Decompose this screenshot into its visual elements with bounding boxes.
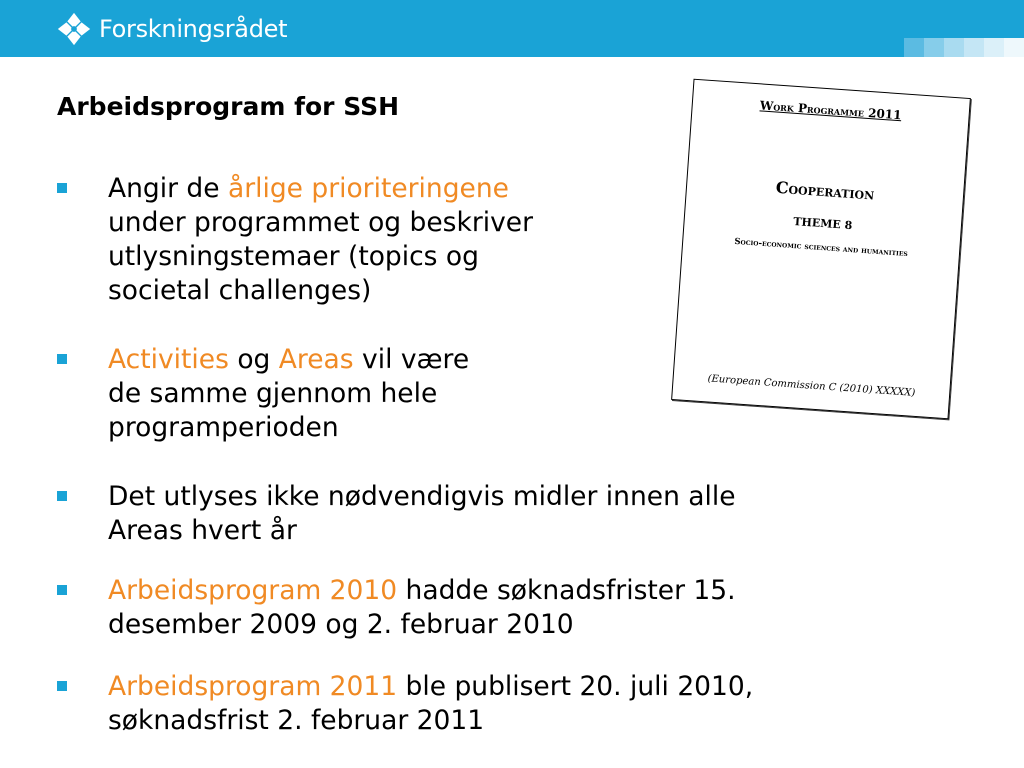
text-segment: ble publisert 20. juli 2010,: [397, 671, 754, 702]
text-segment: og: [228, 344, 279, 375]
text-segment: de samme gjennom hele: [108, 378, 438, 409]
logo: [55, 10, 287, 48]
bullet-item: [57, 480, 736, 548]
bullet-line: [108, 608, 736, 642]
bullet-marker-icon: [57, 585, 67, 595]
bullet-line: [108, 377, 469, 411]
header-square: [1004, 38, 1024, 57]
bullet-line: [108, 704, 753, 738]
header-bar: [0, 0, 1024, 57]
bullet-marker-icon: [57, 681, 67, 691]
cover-reference: (European Commission C (2010) XXXXX): [707, 373, 916, 399]
text-segment: Angir de: [108, 173, 228, 204]
bullet-text: [108, 670, 753, 738]
header-square: [964, 38, 984, 57]
bullet-marker-icon: [57, 491, 67, 501]
bullet-text: [108, 172, 533, 308]
highlighted-text: Activities: [108, 344, 229, 375]
text-segment: Areas hvert år: [108, 515, 297, 546]
bullet-item: [57, 574, 736, 642]
bullet-text: [108, 480, 736, 548]
bullet-line: [108, 206, 533, 240]
highlighted-text: Arbeidsprogram 2010: [108, 575, 398, 606]
text-segment: programperioden: [108, 412, 339, 443]
text-segment: desember 2009 og 2. februar 2010: [108, 609, 574, 640]
bullet-line: [108, 172, 533, 206]
header-square: [904, 38, 924, 57]
bullet-line: [108, 274, 533, 308]
forskningsradet-logo-icon: [55, 10, 93, 48]
bullet-text: [108, 343, 469, 445]
bullet-line: [108, 411, 469, 445]
cover-cooperation: Cooperation: [775, 177, 875, 204]
bullet-line: [108, 240, 533, 274]
highlighted-text: årlige prioriteringene: [227, 173, 509, 204]
header-decorative-squares: [904, 38, 1024, 57]
cover-theme: THEME 8: [792, 215, 853, 233]
text-segment: societal challenges): [108, 275, 372, 306]
header-square: [944, 38, 964, 57]
bullet-line: [108, 514, 736, 548]
bullet-text: [108, 574, 736, 642]
text-segment: vil være: [353, 344, 470, 375]
bullet-line: [108, 480, 736, 514]
bullet-item: [57, 172, 533, 308]
logo-text: Forskningsrådet: [99, 15, 288, 43]
bullet-item: [57, 670, 753, 738]
text-segment: hadde søknadsfrister 15.: [397, 575, 736, 606]
bullet-line: [108, 574, 736, 608]
bullet-marker-icon: [57, 354, 67, 364]
highlighted-text: Areas: [278, 344, 354, 375]
text-segment: under programmet og beskriver: [108, 207, 533, 238]
bullet-line: [108, 670, 753, 704]
bullet-marker-icon: [57, 183, 67, 193]
header-square: [984, 38, 1004, 57]
bullet-item: [57, 343, 469, 445]
cover-subtitle: Socio-economic sciences and humanities: [734, 236, 909, 260]
text-segment: søknadsfrist 2. februar 2011: [108, 705, 485, 736]
highlighted-text: Arbeidsprogram 2011: [108, 671, 398, 702]
text-segment: Det utlyses ikke nødvendigvis midler innen alle: [108, 481, 736, 512]
text-segment: utlysningstemaer (topics og: [108, 241, 479, 272]
header-square: [924, 38, 944, 57]
slide-title: Arbeidsprogram for SSH: [57, 92, 400, 121]
cover-title: Work Programme 2011: [759, 98, 902, 123]
bullet-line: [108, 343, 469, 377]
work-programme-cover-image: [671, 79, 971, 420]
